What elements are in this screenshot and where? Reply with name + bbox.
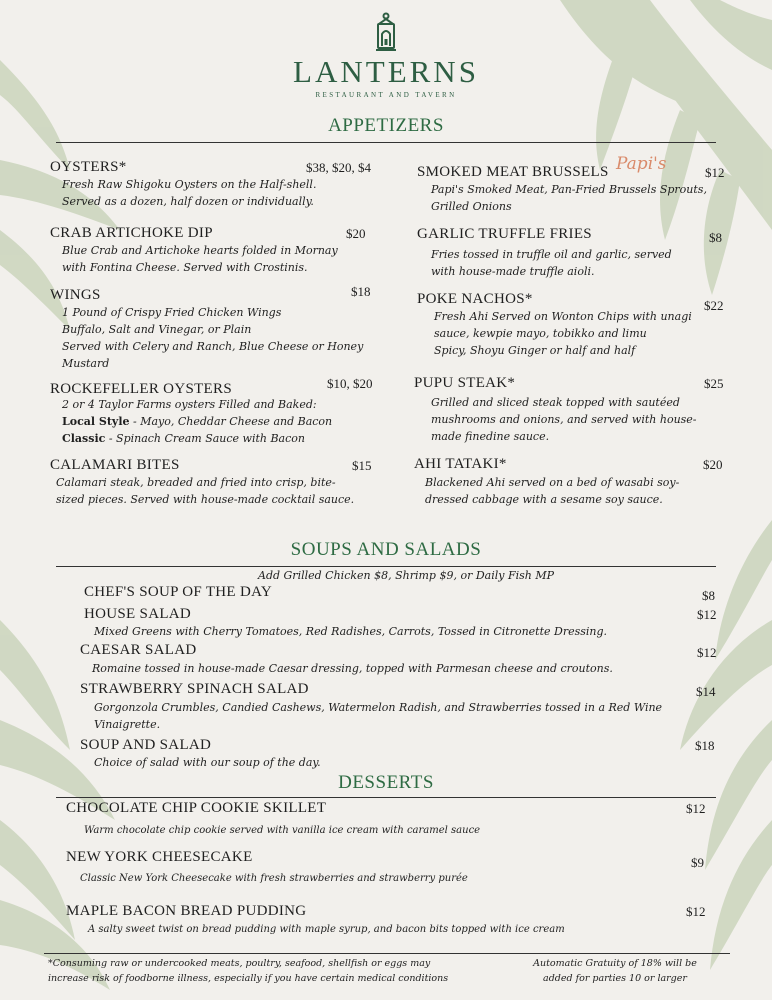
item-description: Choice of salad with our soup of the day. [94,756,321,769]
menu-item-cookie-skillet [66,799,716,839]
menu-item-crab-artichoke-dip [50,224,380,276]
item-description: Fresh Raw Shigoku Oysters on the Half-shell. Served as a dozen, half dozen or individually. [62,178,317,208]
item-description: Fresh Ahi Served on Wonton Chips with unagi sauce, kewpie mayo, tobikko and limu Spicy, Shoyu Ginger or half and half [434,310,692,357]
desserts-title: DESSERTS [338,772,434,793]
menu-item-garlic-truffle-fries [417,225,727,280]
item-name: CHEF'S SOUP OF THE DAY [84,584,272,600]
item-name: AHI TATAKI* [414,456,507,472]
item-name: SOUP AND SALAD [80,737,212,753]
item-price: $38, $20, $4 [306,160,371,175]
item-description: Mixed Greens with Cherry Tomatoes, Red Radishes, Carrots, Tossed in Citronette Dressing. [94,625,608,638]
item-description: Grilled and sliced steak topped with sautéed mushrooms and onions, and served with house- made finedine sauce. [431,396,697,443]
brand-name: LANTERNS [293,54,479,89]
appetizers-divider [56,142,716,143]
item-price: $25 [704,376,724,391]
desserts-divider [56,797,716,798]
menu-item-rockefeller-oysters [50,376,380,447]
item-name: OYSTERS* [50,159,127,175]
menu-item-caesar-salad [80,641,716,677]
item-price: $12 [686,801,706,816]
item-description: 1 Pound of Crispy Fried Chicken Wings Buffalo, Salt and Vinegar, or Plain Served with Celery and Ranch, Blue Cheese or Honey Mustard [62,306,364,370]
item-name: GARLIC TRUFFLE FRIES [417,226,592,242]
item-description: Calamari steak, breaded and fried into crisp, bite- sized pieces. Served with house-made cocktail sauce. [56,476,355,506]
menu-item-ahi-tataki [414,455,727,508]
item-price: $22 [704,298,724,313]
menu-item-house-salad [84,605,716,640]
papis-logo: Papi's [616,154,667,174]
item-description: Classic New York Cheesecake with fresh strawberries and strawberry purée [80,873,468,884]
menu-item-chefs-soup [84,583,716,601]
item-price: $10, $20 [327,376,373,391]
item-name: MAPLE BACON BREAD PUDDING [66,903,307,919]
item-price: $15 [352,458,372,473]
item-price: $20 [346,226,366,241]
menu-item-ny-cheesecake [66,848,716,887]
soups-addons: Add Grilled Chicken $8, Shrimp $9, or Daily Fish MP [258,569,554,582]
item-name: CALAMARI BITES [50,457,180,473]
appetizers-title: APPETIZERS [328,115,444,136]
item-price: $12 [697,607,717,622]
item-description: A salty sweet twist on bread pudding with maple syrup, and bacon bits topped with ice cream [88,924,565,935]
item-name: NEW YORK CHEESECAKE [66,849,253,865]
item-description: Romaine tossed in house-made Caesar dressing, topped with Parmesan cheese and croutons. [92,662,613,675]
item-description: 2 or 4 Taylor Farms oysters Filled and Baked: Local Style - Mayo, Cheddar Cheese and Bacon Classic - Spinach Cream Sauce with Bacon [62,398,333,445]
item-description: Warm chocolate chip cookie served with vanilla ice cream with caramel sauce [84,825,481,836]
item-price: $8 [702,588,715,603]
item-price: $14 [696,684,716,699]
item-name: ROCKEFELLER OYSTERS [50,381,232,397]
item-name: POKE NACHOS* [417,291,533,307]
item-description: Papi's Smoked Meat, Pan-Fried Brussels Sprouts, Grilled Onions [431,183,707,213]
menu-item-smoked-meat-brussels [417,163,727,215]
item-price: $8 [709,230,722,245]
item-price: $12 [697,645,717,660]
menu-item-strawberry-spinach-salad [80,680,716,733]
item-name: SMOKED MEAT BRUSSELS [417,164,609,180]
item-price: $12 [705,165,725,180]
item-name: STRAWBERRY SPINACH SALAD [80,681,309,697]
item-price: $12 [686,904,706,919]
menu-item-oysters [50,158,380,210]
menu-item-bread-pudding [66,902,716,938]
menu-item-poke-nachos [417,290,727,359]
item-description: Blue Crab and Artichoke hearts folded in Mornay with Fontina Cheese. Served with Crostinis. [62,244,338,274]
item-name: CHOCOLATE CHIP COOKIE SKILLET [66,800,327,816]
item-price: $9 [691,855,704,870]
item-name: CRAB ARTICHOKE DIP [50,225,213,241]
item-price: $18 [351,284,371,299]
item-description: Gorgonzola Crumbles, Candied Cashews, Watermelon Radish, and Strawberries tossed in a Red Wine Vinaigrette. [94,701,663,731]
item-price: $20 [703,457,723,472]
footer-divider [44,953,730,954]
item-name: PUPU STEAK* [414,375,516,391]
raw-food-disclaimer: *Consuming raw or undercooked meats, poultry, seafood, shellfish or eggs may increase risk of foodborne illness, especially if you have certain medical conditions [48,958,449,984]
item-name: WINGS [50,287,101,303]
menu-item-pupu-steak [414,374,727,445]
menu-item-wings [50,286,380,372]
item-price: $18 [695,738,715,753]
brand-tagline: RESTAURANT AND TAVERN [315,91,457,99]
restaurant-logo [0,12,772,99]
item-description: Blackened Ahi served on a bed of wasabi soy- dressed cabbage with a sesame soy sauce. [425,476,680,506]
lantern-icon [372,12,400,54]
item-name: HOUSE SALAD [84,606,192,622]
item-name: CAESAR SALAD [80,642,197,658]
menu-item-calamari-bites [50,456,380,508]
soups-title: SOUPS AND SALADS [290,539,482,560]
item-description: Fries tossed in truffle oil and garlic, served with house-made truffle aioli. [431,248,672,278]
gratuity-notice: Automatic Gratuity of 18% will be added for parties 10 or larger [533,958,697,984]
menu-item-soup-and-salad [80,736,716,771]
